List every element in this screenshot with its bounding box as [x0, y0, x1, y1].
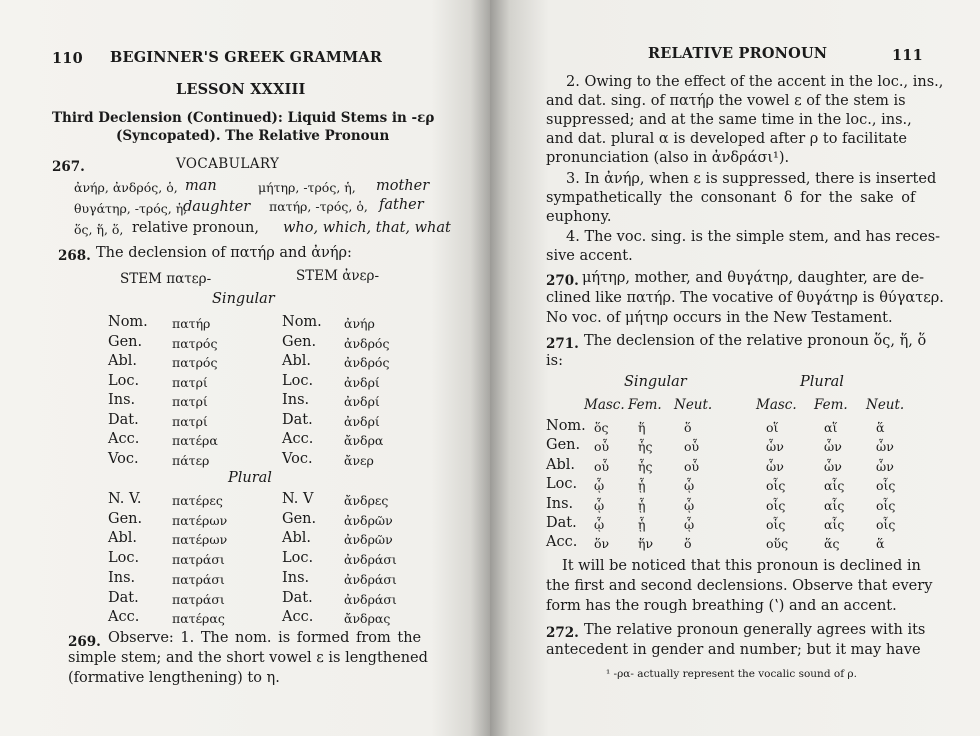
declension-form: πατέρων: [172, 532, 228, 548]
pronoun-form: αἷς: [824, 517, 845, 532]
case-label: Gen.: [108, 333, 143, 350]
case-label: Ins.: [546, 495, 574, 512]
vocab-greek: μήτηρ, -τρός, ἡ,: [258, 180, 356, 195]
pronoun-form: ὅν: [594, 536, 610, 552]
pronoun-form: ἥ: [638, 420, 646, 435]
pronoun-form: ᾗ: [638, 478, 646, 494]
paragraph-line: 3. In ἀνήρ, when ε is suppressed, there is inserted: [566, 171, 937, 187]
paragraph-line: The declension of the relative pronoun ὅς, ἥ, ὅ: [584, 333, 927, 349]
declension-form: πατράσι: [172, 571, 225, 587]
column-header: Neut.: [866, 397, 905, 413]
case-label: Voc.: [108, 450, 139, 467]
pronoun-form: οἷς: [766, 497, 786, 513]
pronoun-form: ἥν: [638, 536, 654, 552]
paragraph-line: and dat. sing. of πατήρ the vowel ε of the stem is: [546, 93, 906, 109]
pronoun-form: οἷς: [766, 478, 786, 494]
declension-form: πατρός: [172, 335, 218, 351]
paragraph-line: pronunciation (also in ἀνδράσι¹).: [546, 150, 790, 166]
paragraph-line: simple stem; and the short vowel ε is lengthened: [68, 650, 428, 666]
case-label: N. V.: [108, 491, 142, 507]
pronoun-form: ἧς: [638, 439, 653, 455]
pronoun-form: ὅ: [684, 420, 692, 435]
paragraph-line: suppressed; and at the same time in the loc., ins.,: [546, 112, 912, 128]
paragraph-line: Observe: 1. The nom. is formed from the: [108, 630, 422, 646]
vocab-greek: θυγάτηρ, -τρός, ἡ,: [74, 201, 188, 216]
pronoun-form: ὅς: [594, 420, 609, 435]
declension-form: πατρί: [172, 374, 208, 390]
case-label: Loc.: [282, 550, 314, 567]
case-label: Dat.: [282, 411, 313, 428]
column-header: Masc.: [584, 397, 625, 413]
paragraph-line: The relative pronoun generally agrees with its: [584, 622, 926, 638]
case-label: Loc.: [282, 372, 314, 389]
case-label: Dat.: [108, 411, 139, 428]
case-label: Dat.: [282, 589, 313, 606]
declension-form: πατρί: [172, 394, 208, 409]
case-label: Nom.: [108, 314, 148, 330]
pronoun-form: ὧν: [824, 458, 842, 474]
pronoun-form: ᾧ: [684, 478, 695, 494]
paragraph-line: sympathetically the consonant δ for the sake of: [546, 190, 916, 206]
case-label: Dat.: [546, 515, 577, 531]
declension-form: ἄνδρα: [344, 433, 384, 448]
vocab-gloss: daughter: [183, 199, 251, 215]
paragraph-line: 2. Owing to the effect of the accent in the loc., ins.,: [566, 74, 944, 90]
case-label: Ins.: [282, 569, 310, 586]
paragraph-line: the first and second declensions. Observe that every: [546, 578, 933, 594]
case-label: Voc.: [282, 450, 313, 467]
paragraph-line: sive accent.: [546, 248, 633, 264]
lesson-title: LESSON XXXIII: [176, 81, 306, 98]
declension-form: πατήρ: [172, 316, 211, 331]
declension-form: ἀνδράσι: [344, 552, 397, 568]
section-number: 270.: [546, 273, 579, 289]
section-number: 267.: [52, 159, 85, 175]
pronoun-form: οἷς: [876, 497, 896, 513]
stem-label: STEM πατερ-: [120, 271, 212, 287]
number-label: Singular: [212, 291, 275, 307]
footnote: ¹ -ρα- actually represent the vocalic sound of ρ.: [606, 668, 857, 680]
declension-form: ἀνδράσι: [344, 571, 397, 587]
paragraph-line: clined like πατήρ. The vocative of θυγάτηρ is θύγατερ.: [546, 290, 944, 306]
case-label: Gen.: [108, 510, 143, 527]
vocab-text: relative pronoun,: [132, 220, 259, 236]
number-label: Plural: [228, 470, 272, 486]
declension-form: ἀνδράσι: [344, 591, 397, 607]
case-label: Acc.: [108, 609, 140, 626]
case-label: Abl.: [282, 530, 311, 547]
pronoun-form: ὧν: [766, 439, 784, 455]
number-label: Plural: [800, 374, 844, 390]
paragraph-line: It will be noticed that this pronoun is declined in: [562, 558, 921, 574]
stem-label: STEM ἀνερ-: [296, 268, 380, 284]
page-number: 111: [892, 47, 923, 64]
declension-form: πατέρων: [172, 512, 228, 528]
pronoun-form: ἅς: [824, 536, 840, 552]
case-label: Dat.: [108, 589, 139, 606]
case-label: Gen.: [282, 333, 317, 350]
pronoun-form: ᾧ: [594, 497, 605, 513]
case-label: Gen.: [546, 437, 581, 454]
case-label: Acc.: [282, 609, 314, 626]
declension-form: ἀνδρῶν: [344, 512, 393, 528]
case-label: Abl.: [546, 456, 575, 473]
case-label: Abl.: [282, 353, 311, 369]
declension-form: ἄνδρες: [344, 493, 389, 508]
pronoun-form: οἵ: [766, 420, 779, 435]
number-label: Singular: [624, 374, 687, 390]
case-label: N. V: [282, 491, 314, 507]
pronoun-form: ἧς: [638, 458, 653, 474]
paragraph-line: and dat. plural α is developed after ρ to facilitate: [546, 131, 907, 147]
pronoun-form: αἵ: [824, 420, 838, 435]
paragraph-line: μήτηρ, mother, and θυγάτηρ, daughter, are de-: [582, 270, 925, 286]
declension-form: ἀνήρ: [344, 316, 375, 331]
vocab-gloss: father: [379, 197, 424, 213]
pronoun-form: οὗ: [684, 458, 700, 474]
case-label: Gen.: [282, 510, 317, 527]
declension-form: πατράσι: [172, 552, 225, 568]
vocab-greek: πατήρ, -τρός, ὁ,: [269, 199, 368, 214]
vocabulary-heading: VOCABULARY: [176, 156, 280, 172]
pronoun-form: ᾗ: [638, 517, 646, 532]
vocab-gloss: who, which, that, what: [283, 220, 451, 236]
case-label: Loc.: [108, 372, 140, 389]
declension-form: ἀνδρί: [344, 413, 380, 429]
case-label: Acc.: [282, 431, 314, 447]
pronoun-form: οὗ: [594, 458, 610, 474]
column-header: Fem.: [814, 397, 848, 413]
pronoun-form: ᾧ: [684, 497, 695, 513]
paragraph-line: is:: [546, 353, 563, 369]
section-heading-cont: (Syncopated). The Relative Pronoun: [116, 128, 390, 144]
declension-form: πατρί: [172, 413, 208, 429]
column-header: Neut.: [674, 397, 713, 413]
declension-form: ἄνδρας: [344, 611, 391, 627]
case-label: Ins.: [108, 569, 136, 586]
case-label: Ins.: [282, 392, 310, 408]
pronoun-form: οὗ: [594, 439, 610, 455]
running-head: RELATIVE PRONOUN: [648, 45, 828, 62]
paragraph-line: No voc. of μήτηρ occurs in the New Testament.: [546, 310, 893, 326]
case-label: Loc.: [546, 476, 578, 493]
declension-form: πατράσι: [172, 591, 225, 607]
section-number: 271.: [546, 336, 579, 352]
paragraph-line: form has the rough breathing (ʽ) and an accent.: [546, 598, 897, 614]
paragraph-line: euphony.: [546, 209, 612, 225]
pronoun-form: ὅ: [684, 536, 692, 552]
pronoun-form: οὗ: [684, 439, 700, 455]
pronoun-form: ᾧ: [684, 517, 695, 532]
paragraph-line: 4. The voc. sing. is the simple stem, and has reces-: [566, 229, 941, 245]
declension-form: ἀνδρί: [344, 394, 380, 409]
pronoun-form: ᾧ: [594, 517, 605, 532]
running-head: BEGINNER'S GREEK GRAMMAR: [110, 49, 383, 66]
paragraph-line: antecedent in gender and number; but it may have: [546, 642, 921, 658]
pronoun-form: ὧν: [876, 458, 894, 474]
case-label: Abl.: [108, 353, 137, 369]
case-label: Nom.: [282, 314, 322, 330]
declension-form: πατέρες: [172, 493, 223, 508]
paragraph-line: (formative lengthening) to η.: [68, 670, 280, 686]
declension-form: ἄνερ: [344, 452, 374, 468]
declension-form: πατέρα: [172, 433, 218, 448]
page-number: 110: [52, 50, 83, 67]
declension-form: πάτερ: [172, 452, 210, 468]
vocab-greek: ἀνήρ, ἀνδρός, ὁ,: [74, 180, 178, 195]
pronoun-form: ὧν: [766, 458, 784, 474]
section-number: 269.: [68, 634, 101, 650]
case-label: Acc.: [108, 431, 140, 447]
pronoun-form: ὧν: [876, 439, 894, 455]
case-label: Abl.: [108, 530, 137, 547]
case-label: Ins.: [108, 392, 136, 408]
section-heading: Third Declension (Continued): Liquid Stems in -ερ: [52, 110, 435, 126]
column-header: Fem.: [628, 397, 662, 413]
vocab-gloss: man: [185, 178, 217, 194]
pronoun-form: αἷς: [824, 478, 845, 494]
pronoun-form: ἅ: [876, 536, 885, 552]
declension-form: πατέρας: [172, 611, 225, 627]
column-header: Masc.: [756, 397, 797, 413]
vocab-greek: ὅς, ἥ, ὅ,: [74, 222, 124, 237]
section-text: The declension of πατήρ and ἀνήρ:: [96, 245, 352, 261]
vocab-gloss: mother: [376, 178, 430, 194]
declension-form: ἀνδρί: [344, 374, 380, 390]
pronoun-form: οὕς: [766, 536, 789, 552]
declension-form: πατρός: [172, 355, 218, 370]
declension-form: ἀνδρός: [344, 335, 390, 351]
pronoun-form: οἷς: [876, 517, 896, 532]
case-label: Acc.: [546, 534, 578, 551]
declension-form: ἀνδρός: [344, 355, 390, 370]
case-label: Loc.: [108, 550, 140, 567]
pronoun-form: οἷς: [766, 517, 786, 532]
case-label: Nom.: [546, 418, 586, 434]
section-number: 268.: [58, 248, 91, 264]
declension-form: ἀνδρῶν: [344, 532, 393, 548]
section-number: 272.: [546, 625, 579, 641]
pronoun-form: αἷς: [824, 497, 845, 513]
pronoun-form: ᾧ: [594, 478, 605, 494]
pronoun-form: ὧν: [824, 439, 842, 455]
pronoun-form: οἷς: [876, 478, 896, 494]
pronoun-form: ἅ: [876, 420, 885, 435]
pronoun-form: ᾗ: [638, 497, 646, 513]
right-page: [490, 0, 980, 736]
